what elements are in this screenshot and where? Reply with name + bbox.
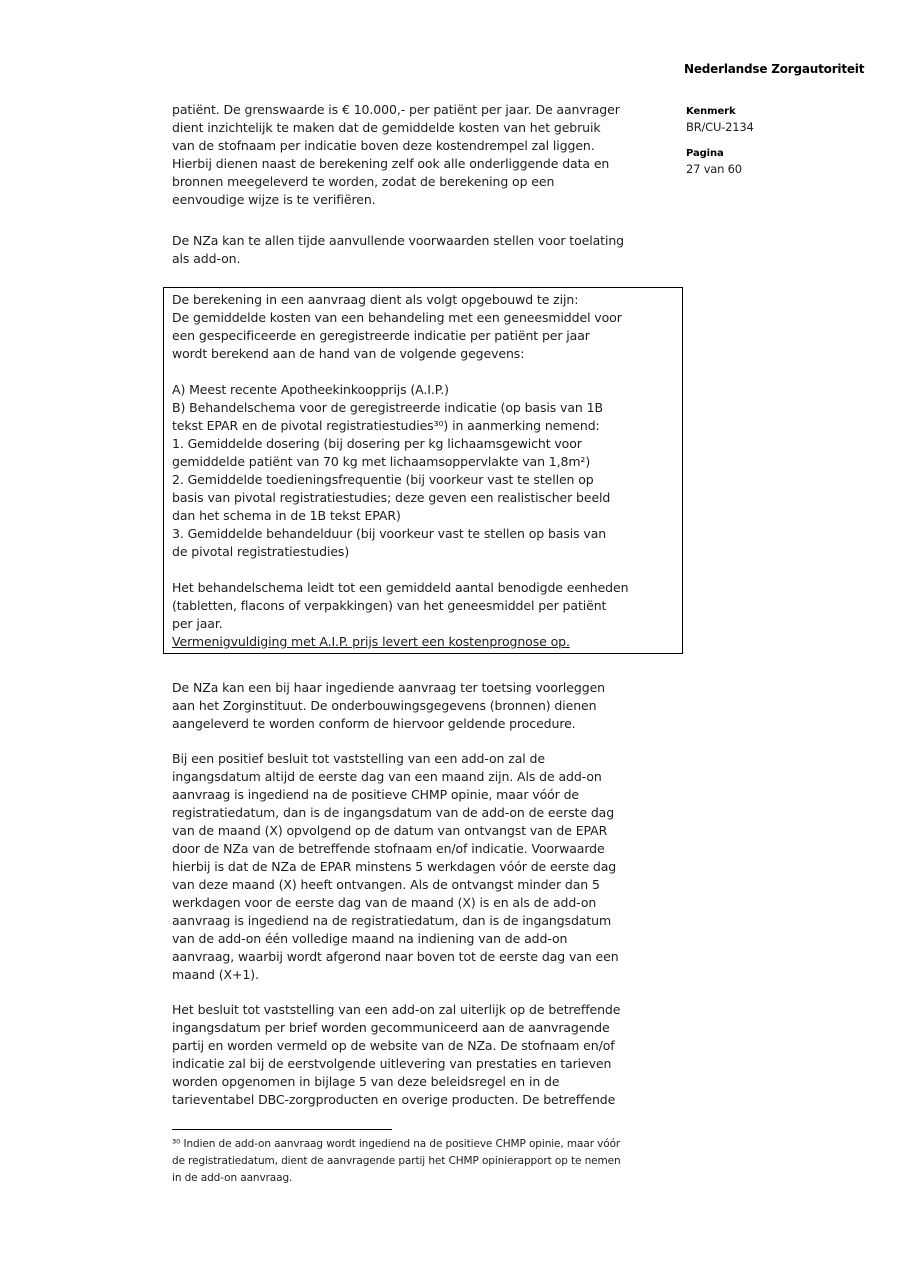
text-line: De NZa kan een bij haar ingediende aanvraag ter toetsing voorleggen (172, 680, 605, 695)
text-line: eenvoudige wijze is te verifiëren. (172, 192, 376, 207)
text-line: aanvraag is ingediend na de positieve CHMP opinie, maar vóór de (172, 787, 580, 802)
text-line: een gespecificeerde en geregistreerde indicatie per patiënt per jaar (172, 328, 590, 343)
text-line: wordt berekend aan de hand van de volgende gegevens: (172, 346, 525, 361)
text-line: 1. Gemiddelde dosering (bij dosering per kg lichaamsgewicht voor (172, 436, 582, 451)
text-line: tekst EPAR en de pivotal registratiestudies³⁰) in aanmerking nemend: (172, 418, 600, 433)
text-line: B) Behandelschema voor de geregistreerde indicatie (op basis van 1B (172, 400, 603, 415)
kenmerk-value: BR/CU-2134 (686, 120, 754, 134)
text-line: in de add-on aanvraag. (172, 1172, 293, 1184)
text-line: partij en worden vermeld op de website van de NZa. De stofnaam en/of (172, 1038, 615, 1053)
text-line: per jaar. (172, 616, 223, 631)
text-line: dient inzichtelijk te maken dat de gemiddelde kosten van het gebruik (172, 120, 601, 135)
page-meta-sidebar (686, 106, 876, 190)
text-line: patiënt. De grenswaarde is € 10.000,- per patiënt per jaar. De aanvrager (172, 102, 620, 117)
text-line: de registratiedatum, dient de aanvragende partij het CHMP opinierapport op te nemen (172, 1155, 621, 1167)
text-line: indicatie zal bij de eerstvolgende uitlevering van prestaties en tarieven (172, 1056, 612, 1071)
text-line: registratiedatum, dan is de ingangsdatum van de add-on de eerste dag (172, 805, 615, 820)
text-line: ³⁰ Indien de add-on aanvraag wordt ingediend na de positieve CHMP opinie, maar vóór (172, 1138, 621, 1150)
text-line: dan het schema in de 1B tekst EPAR) (172, 508, 401, 523)
text-line: bronnen meegeleverd te worden, zodat de berekening op een (172, 174, 555, 189)
text-line: van deze maand (X) heeft ontvangen. Als de ontvangst minder dan 5 (172, 877, 600, 892)
text-line: Het besluit tot vaststelling van een add-on zal uiterlijk op de betreffende (172, 1002, 621, 1017)
paragraph-nza-conditions (172, 232, 624, 268)
text-line: Hierbij dienen naast de berekening zelf ook alle onderliggende data en (172, 156, 610, 171)
paragraph-costs-threshold (172, 101, 620, 209)
text-line: A) Meest recente Apotheekinkoopprijs (A.I.P.) (172, 382, 449, 397)
text-line: aan het Zorginstituut. De onderbouwingsgegevens (bronnen) dienen (172, 698, 597, 713)
text-line: hierbij is dat de NZa de EPAR minstens 5 werkdagen vóór de eerste dag (172, 859, 617, 874)
text-line (172, 363, 682, 381)
text-line: aanvraag is ingediend na de registratiedatum, dan is de ingangsdatum (172, 913, 612, 928)
footnote-separator (172, 1129, 392, 1130)
pagina-value: 27 van 60 (686, 162, 742, 176)
text-line (172, 561, 682, 579)
text-line: van de stofnaam per indicatie boven deze kostendrempel zal liggen. (172, 138, 595, 153)
text-line: gemiddelde patiënt van 70 kg met lichaamsoppervlakte van 1,8m²) (172, 454, 591, 469)
calculation-box-lines (172, 291, 682, 633)
text-line: van de maand (X) opvolgend op de datum van ontvangst van de EPAR (172, 823, 608, 838)
paragraph-besluit-communication (172, 1001, 620, 1109)
text-line: de pivotal registratiestudies) (172, 544, 350, 559)
footnote-30 (172, 1136, 712, 1187)
pagina-label: Pagina (686, 148, 724, 159)
calculation-requirements-box (163, 287, 683, 654)
text-line: 3. Gemiddelde behandelduur (bij voorkeur vast te stellen op basis van (172, 526, 607, 541)
text-line: (tabletten, flacons of verpakkingen) van het geneesmiddel per patiënt (172, 598, 607, 613)
text-line: tarieventabel DBC-zorgproducten en overige producten. De betreffende (172, 1092, 616, 1107)
text-line: worden opgenomen in bijlage 5 van deze beleidsregel en in de (172, 1074, 560, 1089)
org-name: Nederlandse Zorgautoriteit (684, 62, 865, 76)
text-line: De berekening in een aanvraag dient als volgt opgebouwd te zijn: (172, 292, 579, 307)
text-line: als add-on. (172, 251, 241, 266)
text-line: Het behandelschema leidt tot een gemiddeld aantal benodigde eenheden (172, 580, 629, 595)
paragraph-ingangsdatum-rules (172, 750, 619, 984)
text-line: maand (X+1). (172, 967, 259, 982)
text-line: aangeleverd te worden conform de hiervoor geldende procedure. (172, 716, 576, 731)
text-line: basis van pivotal registratiestudies; deze geven een realistischer beeld (172, 490, 611, 505)
paragraph-zorginstituut-review (172, 679, 605, 733)
text-line: ingangsdatum per brief worden gecommuniceerd aan de aanvragende (172, 1020, 610, 1035)
text-line: ingangsdatum altijd de eerste dag van een maand zijn. Als de add-on (172, 769, 602, 784)
calculation-box-underlined-line: Vermenigvuldiging met A.I.P. prijs levert een kostenprognose op. (172, 634, 570, 649)
text-line: De NZa kan te allen tijde aanvullende voorwaarden stellen voor toelating (172, 233, 624, 248)
text-line: van de add-on één volledige maand na indiening van de add-on (172, 931, 568, 946)
text-line: aanvraag, waarbij wordt afgerond naar boven tot de eerste dag van een (172, 949, 619, 964)
text-line: De gemiddelde kosten van een behandeling met een geneesmiddel voor (172, 310, 622, 325)
text-line: Bij een positief besluit tot vaststelling van een add-on zal de (172, 751, 545, 766)
text-line: door de NZa van de betreffende stofnaam en/of indicatie. Voorwaarde (172, 841, 605, 856)
text-line: 2. Gemiddelde toedieningsfrequentie (bij voorkeur vast te stellen op (172, 472, 594, 487)
kenmerk-label: Kenmerk (686, 106, 736, 117)
text-line: werkdagen voor de eerste dag van de maand (X) is en als de add-on (172, 895, 597, 910)
